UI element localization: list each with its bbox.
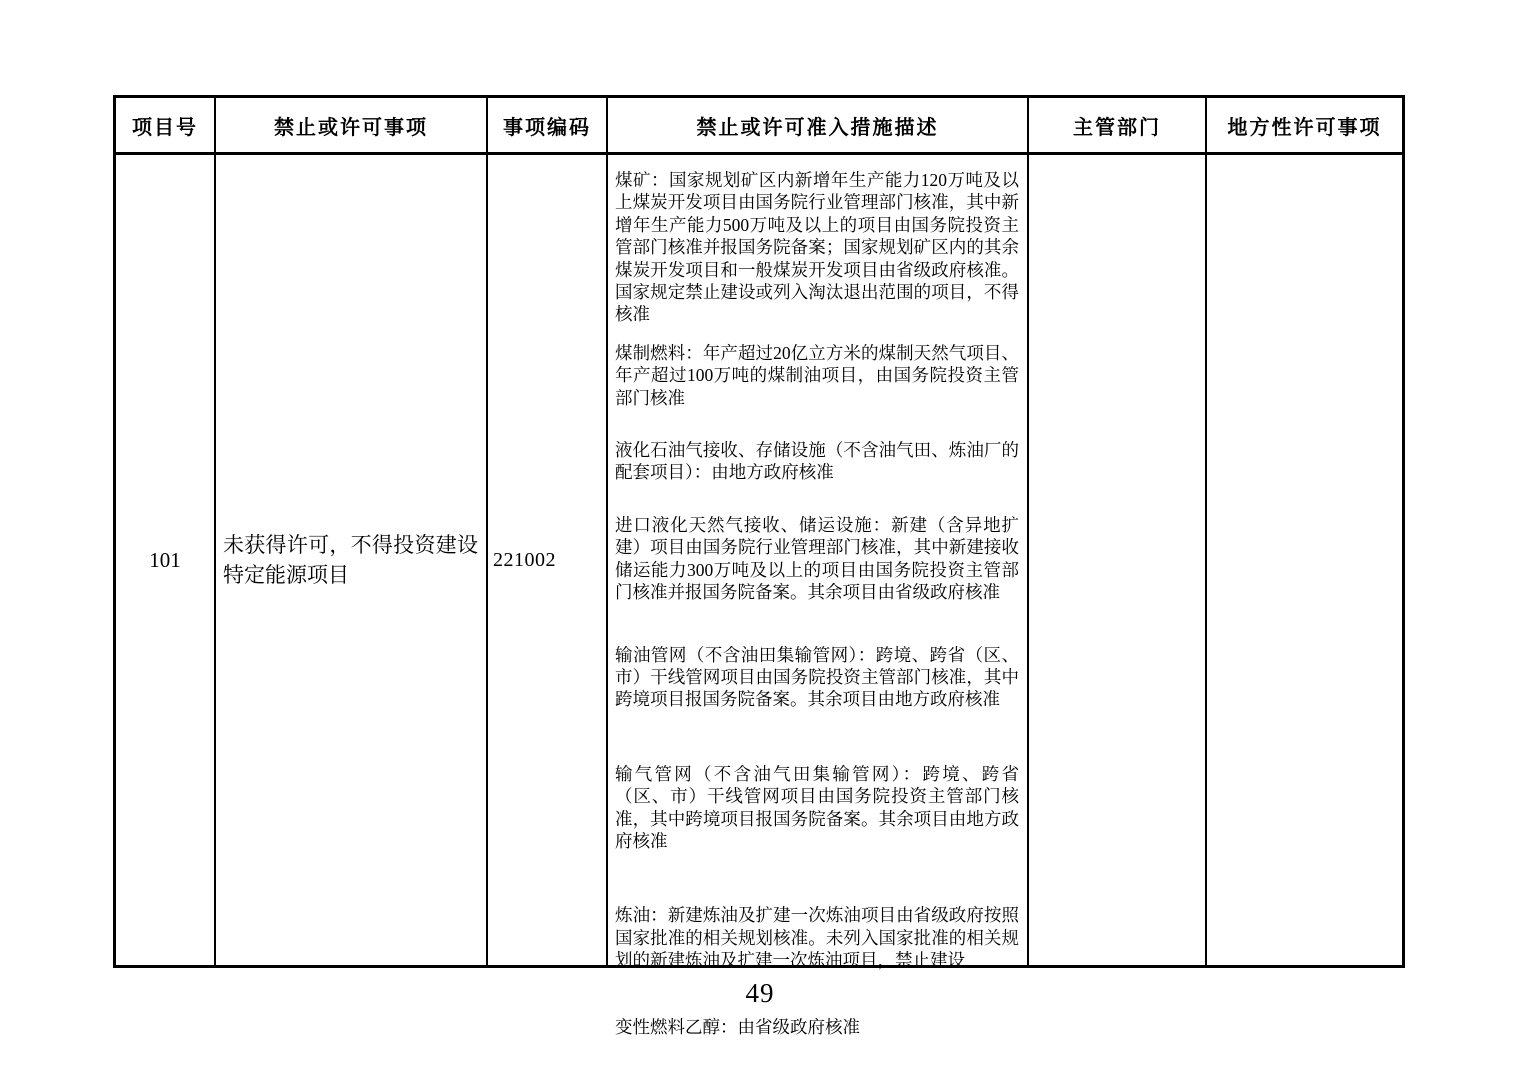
header-competent-department: 主管部门 <box>1029 98 1207 155</box>
page-number: 49 <box>745 978 775 1008</box>
cell-project-no <box>116 155 216 965</box>
measure-paragraph-refining: 炼油：新建炼油及扩建一次炼油项目由省级政府按照国家批准的相关规划核准。未列入国家批准的相关规划的新建炼油及扩建一次炼油项目，禁止建设 <box>615 905 1019 971</box>
measure-paragraph-fuel-ethanol: 变性燃料乙醇：由省级政府核准 <box>615 1016 860 1037</box>
header-item-code: 事项编码 <box>488 98 608 155</box>
cell-competent-department <box>1029 155 1207 965</box>
cell-item-code <box>488 155 608 965</box>
header-local-permit-item: 地方性许可事项 <box>1207 98 1402 155</box>
cell-local-permit-item <box>1207 155 1402 965</box>
project-no-value: 101 <box>149 547 181 572</box>
measure-paragraph-oil-pipeline: 输油管网（不含油田集输管网）：跨境、跨省（区、市）干线管网项目由国务院投资主管部门核准，其中跨境项目报国务院备案。其余项目由地方政府核准 <box>615 644 1019 710</box>
prohibit-permit-item-text: 未获得许可，不得投资建设特定能源项目 <box>223 533 478 587</box>
measure-paragraph-lng-facility: 进口液化天然气接收、储运设施：新建（含异地扩建）项目由国务院行业管理部门核准，其中新建接收储运能力300万吨及以上的项目由国务院投资主管部门核准并报国务院备案。其余项目由省级政府核准 <box>615 514 1019 603</box>
header-measure-description: 禁止或许可准入措施描述 <box>608 98 1029 155</box>
header-project-no: 项目号 <box>116 98 216 155</box>
measure-paragraph-coal-fuel: 煤制燃料：年产超过20亿立方米的煤制天然气项目、年产超过100万吨的煤制油项目，由国务院投资主管部门核准 <box>615 342 1019 408</box>
header-prohibit-permit-item: 禁止或许可事项 <box>216 98 488 155</box>
item-code-value: 221002 <box>493 548 556 571</box>
measure-paragraph-coal-mine: 煤矿：国家规划矿区内新增年生产能力120万吨及以上煤炭开发项目由国务院行业管理部门核准，其中新增年生产能力500万吨及以上的项目由国务院投资主管部门核准并报国务院备案；国家规划矿区内的其余煤炭开发项目和一般煤炭开发项目由省级政府核准。国家规定禁止建设或列入淘汰退出范围的项目，不得核准 <box>615 170 1019 325</box>
cell-prohibit-permit-item <box>216 155 488 965</box>
measure-paragraph-lpg-facility: 液化石油气接收、存储设施（不含油气田、炼油厂的配套项目）：由地方政府核准 <box>615 440 1019 483</box>
measure-paragraph-gas-pipeline: 输气管网（不含油气田集输管网）：跨境、跨省（区、市）干线管网项目由国务院投资主管部门核准，其中跨境项目报国务院备案。其余项目由地方政府核准 <box>615 763 1019 851</box>
